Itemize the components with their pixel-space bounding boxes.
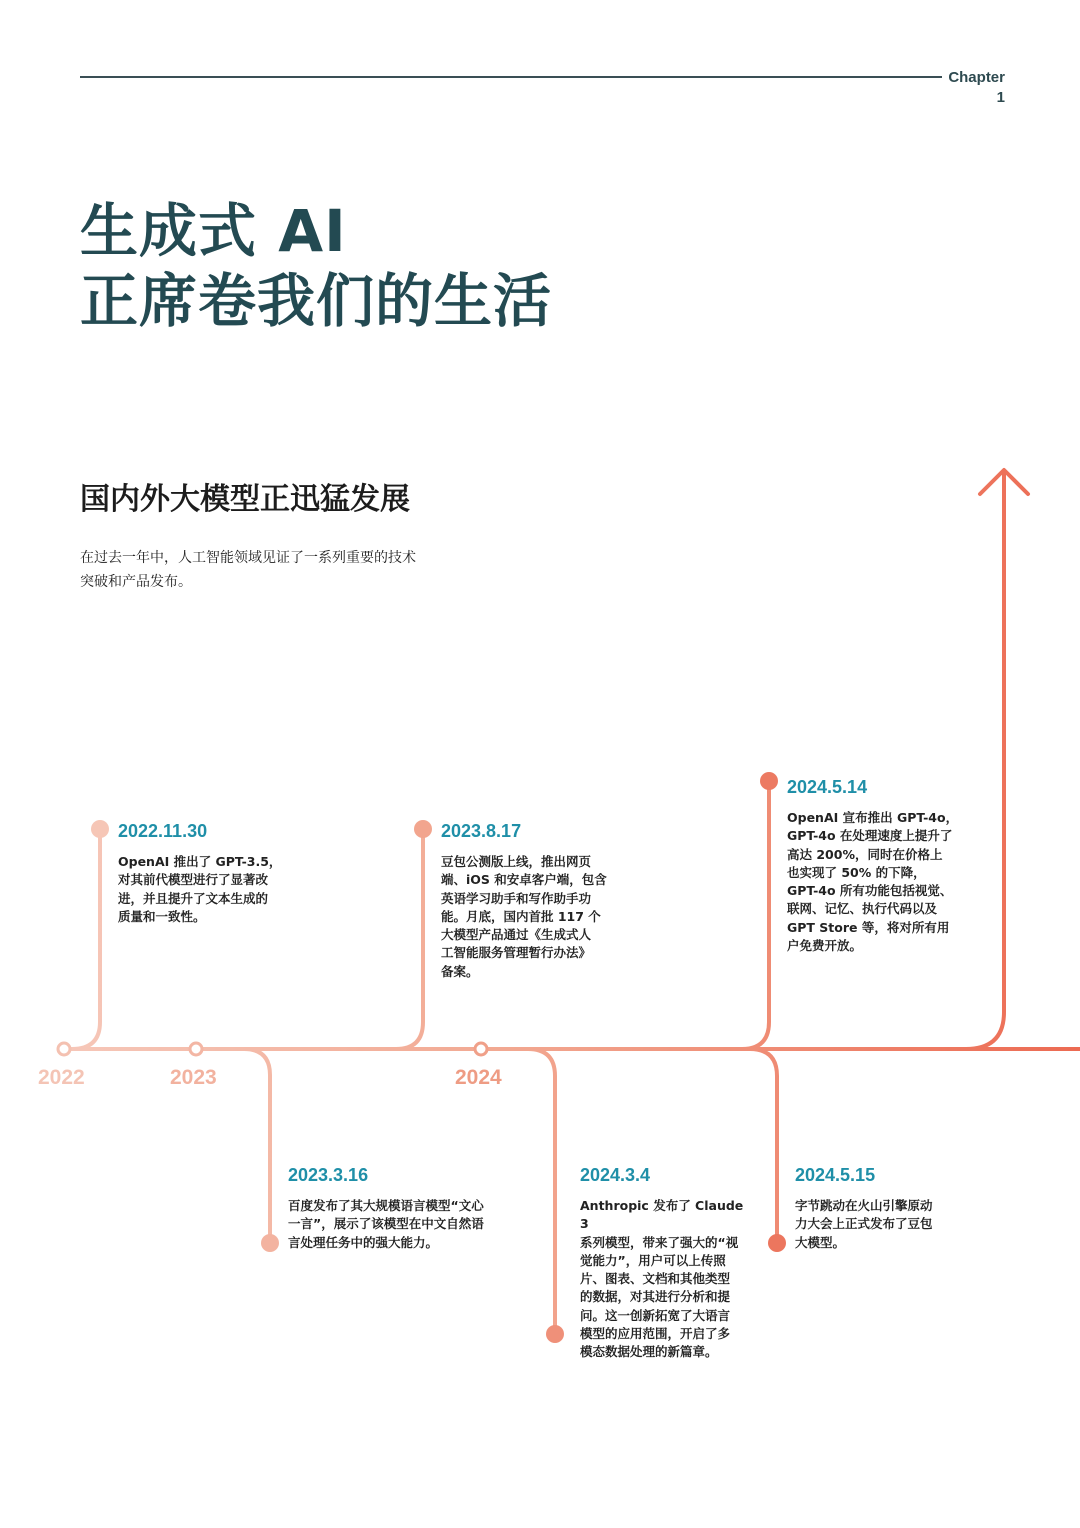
- event-line: 也实现了 50% 的下降，: [787, 864, 926, 880]
- event-line: 联网、记忆、执行代码以及: [787, 901, 938, 917]
- event-desc-2024-5-14: [787, 809, 967, 955]
- event-desc-2024-3-4: [580, 1197, 755, 1362]
- event-line: 对其前代模型进行了显著改: [118, 872, 269, 888]
- event-line: 的数据，对其进行分析和提: [580, 1289, 731, 1305]
- event-date-2023-8-17: 2023.8.17: [441, 821, 522, 841]
- event-line: 能。月底，国内首批 117 个: [441, 908, 601, 924]
- event-line: 备案。: [441, 963, 479, 979]
- event-line: 模型的应用范围，开启了多: [580, 1326, 731, 1342]
- event-line: 问。这一创新拓宽了大语言: [580, 1307, 731, 1323]
- branch-2024-3-4: [528, 1049, 555, 1334]
- event-date-2023-3-16: 2023.3.16: [288, 1165, 369, 1185]
- event-desc-2022-11-30: [118, 853, 288, 926]
- event-line: 系列模型，带来了强大的“视: [580, 1234, 739, 1250]
- event-desc-2024-5-15: [795, 1197, 955, 1252]
- event-line: 豆包公测版上线，推出网页: [441, 854, 592, 869]
- event-line: 一言”，展示了该模型在中文自然语: [288, 1216, 484, 1232]
- event-line: 大模型产品通过《生成式人: [441, 927, 592, 943]
- event-line: 进，并且提升了文本生成的: [118, 890, 269, 906]
- branch-2022-11-30: [72, 829, 100, 1049]
- event-dot-2023-8-17: [414, 820, 432, 838]
- event-line: 觉能力”，用户可以上传照: [580, 1252, 726, 1268]
- event-line: GPT-4o 所有功能包括视觉、: [787, 883, 953, 899]
- event-line: 户免费开放。: [787, 938, 863, 954]
- event-line: Anthropic 发布了 Claude 3: [580, 1198, 744, 1232]
- page-title-line1: 生成式 AI: [80, 197, 347, 265]
- year-label-2023: 2023: [170, 1066, 217, 1089]
- event-date-2024-5-14: 2024.5.14: [787, 777, 868, 797]
- event-line: 端、iOS 和安卓客户端，包含: [441, 872, 607, 888]
- event-line: 言处理任务中的强大能力。: [288, 1234, 439, 1250]
- event-dot-2024-5-14: [760, 772, 778, 790]
- event-line: 工智能服务管理暂行办法》: [441, 945, 592, 961]
- event-dot-2024-5-15: [768, 1234, 786, 1252]
- event-line: 质量和一致性。: [118, 908, 206, 924]
- event-desc-2023-8-17: [441, 853, 621, 981]
- chapter-number: 1: [996, 89, 1005, 106]
- page-title-line2: 正席卷我们的生活: [80, 267, 553, 335]
- year-marker-2024: [475, 1043, 487, 1055]
- event-line: GPT Store 等，将对所有用: [787, 919, 950, 935]
- event-line: GPT-4o 在处理速度上提升了: [787, 828, 953, 844]
- event-line: 模态数据处理的新篇章。: [580, 1344, 718, 1360]
- event-line: 百度发布了其大规模语言模型“文心: [288, 1198, 484, 1213]
- year-marker-2023: [190, 1043, 202, 1055]
- growth-arrow-shaft: [966, 472, 1004, 1049]
- year-label-2024: 2024: [455, 1066, 502, 1089]
- event-line: OpenAI 宣布推出 GPT-4o，: [787, 810, 959, 825]
- intro-line-2: 突破和产品发布。: [80, 574, 192, 590]
- event-date-2022-11-30: 2022.11.30: [118, 821, 208, 841]
- branch-2023-8-17: [396, 829, 423, 1049]
- year-label-2022: 2022: [38, 1066, 85, 1089]
- event-date-2024-3-4: 2024.3.4: [580, 1165, 651, 1185]
- chapter-label: Chapter: [948, 69, 1005, 86]
- event-line: 大模型。: [795, 1234, 846, 1250]
- event-dot-2022-11-30: [91, 820, 109, 838]
- event-line: 英语学习助手和写作助手功: [441, 890, 592, 906]
- event-dot-2023-3-16: [261, 1234, 279, 1252]
- intro-line-1: 在过去一年中，人工智能领域见证了一系列重要的技术: [80, 550, 416, 566]
- event-date-2024-5-15: 2024.5.15: [795, 1165, 876, 1185]
- event-line: 高达 200%，同时在价格上: [787, 846, 943, 862]
- section-title: 国内外大模型正迅猛发展: [80, 482, 410, 517]
- event-line: OpenAI 推出了 GPT-3.5，: [118, 854, 282, 869]
- event-dot-2024-3-4: [546, 1325, 564, 1343]
- event-line: 片、图表、文档和其他类型: [580, 1271, 731, 1287]
- branch-2023-3-16: [244, 1049, 270, 1243]
- year-marker-2022: [58, 1043, 70, 1055]
- event-line: 字节跳动在火山引擎原动: [795, 1198, 933, 1213]
- event-line: 力大会上正式发布了豆包: [795, 1216, 933, 1232]
- branch-2024-5-14: [742, 781, 769, 1049]
- event-desc-2023-3-16: [288, 1197, 503, 1252]
